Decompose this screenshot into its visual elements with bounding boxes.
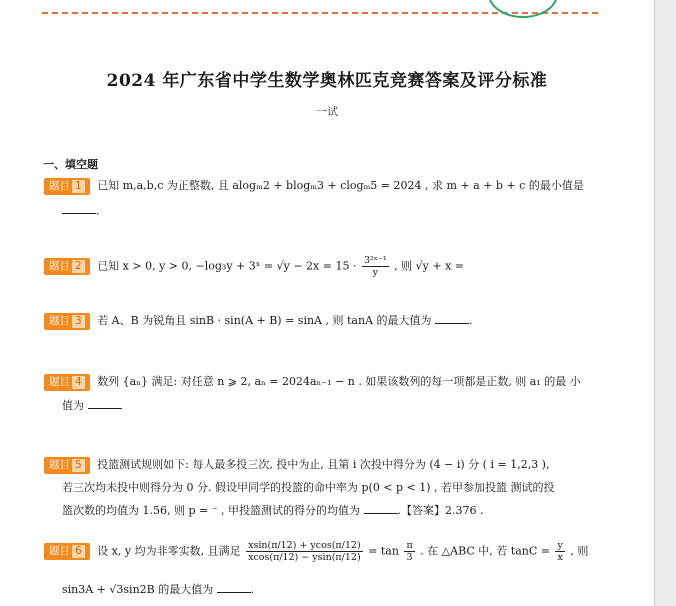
question-6-answer-line: sin3A + √3sin2B 的最大值为 . xyxy=(62,583,255,596)
fraction: $\frac{\text{3²ˣ⁻¹}}{y}$ xyxy=(363,255,387,278)
fraction: $\frac{y}{x}$ xyxy=(557,540,563,563)
question-text: 若 A、B 为锐角且 sinB · sin(A + B) = sinA , 则 tanA 的最大值为 xyxy=(97,314,432,327)
question-4-answer-line: 值为 xyxy=(62,397,122,414)
fraction: $\frac{\pi}{3}$ xyxy=(406,540,413,563)
question-text: 设 x, y 均为非零实数, 且满足 xyxy=(97,544,241,558)
document-title: 2024 年广东省中学生数学奥林匹克竞赛答案及评分标准 xyxy=(106,71,548,91)
answer-blank xyxy=(217,581,251,593)
question-2 xyxy=(44,255,464,278)
logo-ring xyxy=(488,0,558,18)
answer-blank xyxy=(435,312,469,324)
viewer-scroll-gutter[interactable] xyxy=(654,0,676,606)
question-badge: 题目 3 xyxy=(44,313,90,330)
answer-blank xyxy=(62,202,96,214)
question-6: 题目 6 设 x, y 均为非零实数, 且满足 $\frac{xsin(\pi/12) + ycos(\pi/12)}{xcos(\pi/12) - ysin(\pi/12)}$ = tan $\frac{\pi}{3}$ . 在 △ABC 中, 若 tanC = $\frac{y}{x}$ , 则 xyxy=(44,540,588,563)
question-text-tail: , 则 √y + x = xyxy=(394,259,464,273)
question-text: 已知 m,a,b,c 为正整数, 且 alogₘ2 + blogₘ3 + clogₘ5 = 2024 , 求 m + a + b + c 的最小值是 xyxy=(97,179,584,192)
question-badge: 题目 2 xyxy=(44,258,90,275)
question-text: 已知 x > 0, y > 0, −log₃y + 3ˣ = √y − 2x = 15 · xyxy=(97,259,357,273)
question-badge: 题目 5 xyxy=(44,457,90,474)
answer-blank xyxy=(364,502,398,514)
fraction: $\frac{xsin(\pi/12) + ycos(\pi/12)}{xcos(\pi/12) - ysin(\pi/12)}$ xyxy=(248,540,361,563)
question-5-line-2: 若三次均未投中则得分为 0 分. 假设甲同学的投篮的命中率为 p(0 < p < 1) , 若甲参加投篮 测试的投 xyxy=(62,481,555,494)
question-5-line-3: 篮次数的均值为 1.56, 则 p = ⁻ , 甲投篮测试的得分的均值为 .【答案】2.376 . xyxy=(62,504,484,517)
question-3: 题目 3 若 A、B 为锐角且 sinB · sin(A + B) = sinA , 则 tanA 的最大值为 . xyxy=(44,312,472,330)
answer-blank xyxy=(88,397,122,409)
question-4 xyxy=(44,373,581,391)
question-text: 投篮测试规则如下: 每人最多投三次, 投中为止, 且第 i 次投中得分为 (4 − i) 分 ( i = 1,2,3 ), xyxy=(97,458,550,471)
question-badge: 题目 6 xyxy=(44,543,90,560)
section-heading: 一、填空题 xyxy=(43,158,98,171)
question-1 xyxy=(44,177,584,195)
document-subtitle: 一试 xyxy=(316,105,338,118)
question-badge: 题目 4 xyxy=(44,374,90,391)
question-5 xyxy=(44,456,549,474)
question-badge: 题目 1 xyxy=(44,178,90,195)
question-1-answer-line: ． xyxy=(62,202,107,219)
question-text: 数列 {aₙ} 满足: 对任意 n ⩾ 2, aₙ = 2024aₙ₋₁ − n . 如果该数列的每一项都是正数, 则 a₁ 的最 小 xyxy=(97,375,581,388)
